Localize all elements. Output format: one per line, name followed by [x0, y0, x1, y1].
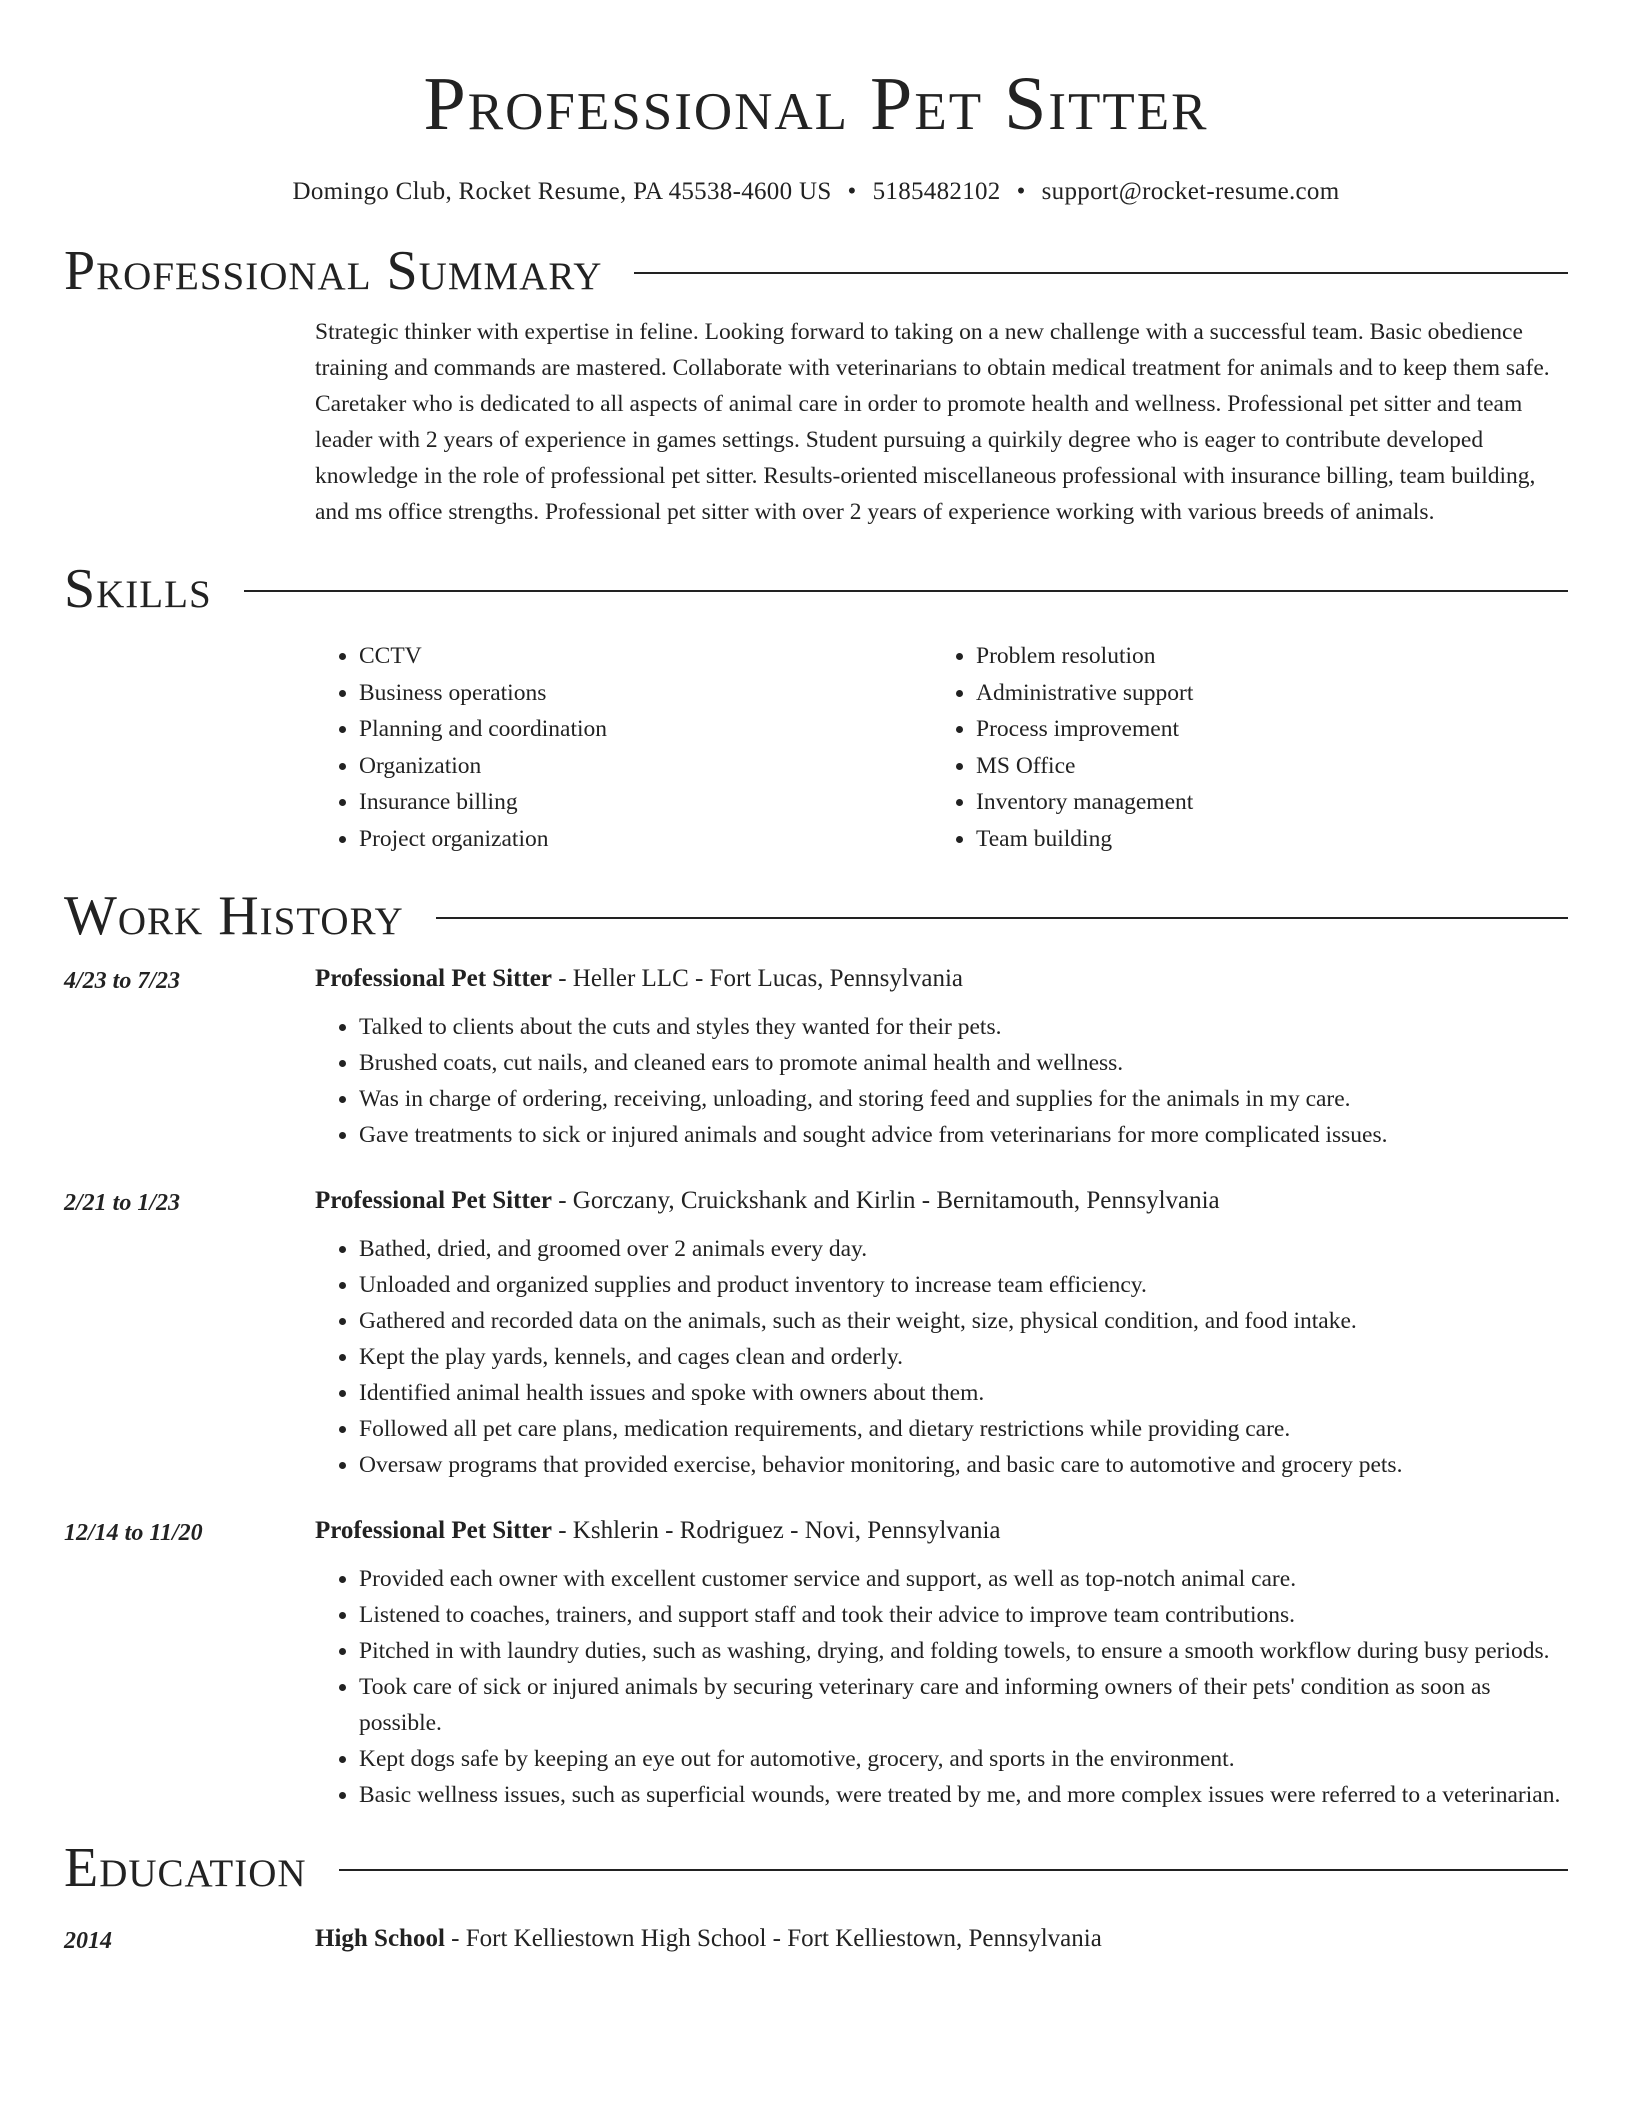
job-bullet: • Brushed coats, cut nails, and cleaned ears to promote animal health and wellness.	[359, 1045, 1568, 1081]
job-title-line	[315, 1181, 1568, 1221]
section-divider	[339, 1869, 1568, 1871]
job-details: - Gorczany, Cruickshank and Kirlin - Bernitamouth, Pennsylvania	[551, 1187, 1220, 1214]
skill-item: • MS Office	[976, 748, 1193, 785]
job-title-line	[315, 1511, 1568, 1551]
contact-phone: 5185482102	[872, 178, 1001, 205]
job-bullet: • Oversaw programs that provided exercise, behavior monitoring, and basic care to automotive and grocery pets.	[359, 1447, 1568, 1483]
education-entry	[64, 1919, 1568, 1959]
education-date: 2014	[64, 1928, 112, 1954]
contact-email: support@rocket-resume.com	[1041, 178, 1340, 205]
skill-item: • Administrative support	[976, 675, 1193, 712]
skill-item: • Project organization	[359, 821, 932, 858]
resume-page	[64, 0, 1568, 1959]
skill-item: • Inventory management	[976, 784, 1193, 821]
skill-item: • Process improvement	[976, 711, 1193, 748]
skill-item: • Business operations	[359, 675, 932, 712]
skills-heading: Skills	[64, 558, 212, 620]
job-bullet: • Identified animal health issues and spoke with owners about them.	[359, 1375, 1568, 1411]
job-bullet: • Basic wellness issues, such as superficial wounds, were treated by me, and more complex issues were referred to a veterinarian.	[359, 1777, 1568, 1813]
education-title: High School	[315, 1925, 445, 1952]
skills-column-2	[932, 638, 1193, 857]
job-bullets	[315, 1561, 1568, 1813]
contact-separator: •	[847, 178, 857, 205]
education-title-line	[315, 1919, 1568, 1959]
contact-separator: •	[1016, 178, 1026, 205]
job-entry	[64, 959, 1568, 1153]
job-entry	[64, 1181, 1568, 1483]
job-bullets	[315, 1009, 1568, 1153]
job-bullet: • Kept dogs safe by keeping an eye out for automotive, grocery, and sports in the environment.	[359, 1741, 1568, 1777]
job-title: Professional Pet Sitter	[315, 965, 552, 992]
skill-item: • Problem resolution	[976, 638, 1193, 675]
education-details: - Fort Kelliestown High School - Fort Kelliestown, Pennsylvania	[444, 1925, 1102, 1952]
contact-address: Domingo Club, Rocket Resume, PA 45538-4600 US	[292, 178, 832, 205]
job-entry	[64, 1511, 1568, 1813]
job-title: Professional Pet Sitter	[315, 1187, 552, 1214]
skill-item: • Planning and coordination	[359, 711, 932, 748]
job-bullet: • Took care of sick or injured animals by securing veterinary care and informing owners of their pets' condition as soon as possible.	[359, 1669, 1568, 1741]
skill-item: • Organization	[359, 748, 932, 785]
skill-item: • CCTV	[359, 638, 932, 675]
work-section-header	[64, 883, 1568, 949]
job-details: - Kshlerin - Rodriguez - Novi, Pennsylvania	[551, 1517, 1001, 1544]
job-bullet: • Gathered and recorded data on the animals, such as their weight, size, physical condition, and food intake.	[359, 1303, 1568, 1339]
job-bullet: • Talked to clients about the cuts and styles they wanted for their pets.	[359, 1009, 1568, 1045]
education-heading: Education	[64, 1837, 307, 1899]
job-bullet: • Listened to coaches, trainers, and support staff and took their advice to improve team contributions.	[359, 1597, 1568, 1633]
skills-list	[315, 638, 1568, 857]
skills-column-1	[315, 638, 932, 857]
summary-text: Strategic thinker with expertise in feline. Looking forward to taking on a new challenge with a successful team. Basic obedience training and commands are mastered. Collaborate with veterinarians to obtain medical treatment for animals and to keep them safe. Caretaker who is dedicated to all aspects of animal care in order to promote health and wellness. Professional pet sitter and team leader with 2 years of experience in games settings. Student pursuing a quirkily degree who is eager to contribute developed knowledge in the role of professional pet sitter. Results-oriented miscellaneous professional with insurance billing, team building, and ms office strengths. Professional pet sitter with over 2 years of experience working with various breeds of animals.	[315, 319, 1550, 525]
job-bullet: • Provided each owner with excellent customer service and support, as well as top-notch animal care.	[359, 1561, 1568, 1597]
summary-section-header	[64, 238, 1568, 304]
job-bullet: • Kept the play yards, kennels, and cages clean and orderly.	[359, 1339, 1568, 1375]
job-date: 12/14 to 11/20	[64, 1520, 203, 1546]
job-bullet: • Followed all pet care plans, medication requirements, and dietary restrictions while providing care.	[359, 1411, 1568, 1447]
skill-item: • Insurance billing	[359, 784, 932, 821]
job-date: 2/21 to 1/23	[64, 1190, 181, 1216]
contact-line	[64, 176, 1568, 208]
job-date: 4/23 to 7/23	[64, 968, 181, 994]
job-bullet: • Bathed, dried, and groomed over 2 animals every day.	[359, 1231, 1568, 1267]
job-bullet: • Unloaded and organized supplies and product inventory to increase team efficiency.	[359, 1267, 1568, 1303]
summary-heading: Professional Summary	[64, 240, 603, 302]
job-title-line	[315, 959, 1568, 999]
section-divider	[634, 272, 1568, 274]
section-divider	[436, 917, 1568, 919]
work-heading: Work History	[64, 885, 404, 947]
section-divider	[244, 590, 1568, 592]
job-bullet: • Gave treatments to sick or injured animals and sought advice from veterinarians for more complicated issues.	[359, 1117, 1568, 1153]
education-section-header	[64, 1835, 1568, 1901]
job-details: - Heller LLC - Fort Lucas, Pennsylvania	[551, 965, 963, 992]
job-bullet: • Pitched in with laundry duties, such as washing, drying, and folding towels, to ensure a smooth workflow during busy periods.	[359, 1633, 1568, 1669]
job-title: Professional Pet Sitter	[315, 1517, 552, 1544]
resume-name: Professional Pet Sitter	[423, 62, 1209, 146]
job-bullet: • Was in charge of ordering, receiving, unloading, and storing feed and supplies for the animals in my care.	[359, 1081, 1568, 1117]
job-bullets	[315, 1231, 1568, 1483]
skills-section-header	[64, 556, 1568, 622]
skill-item: • Team building	[976, 821, 1193, 858]
